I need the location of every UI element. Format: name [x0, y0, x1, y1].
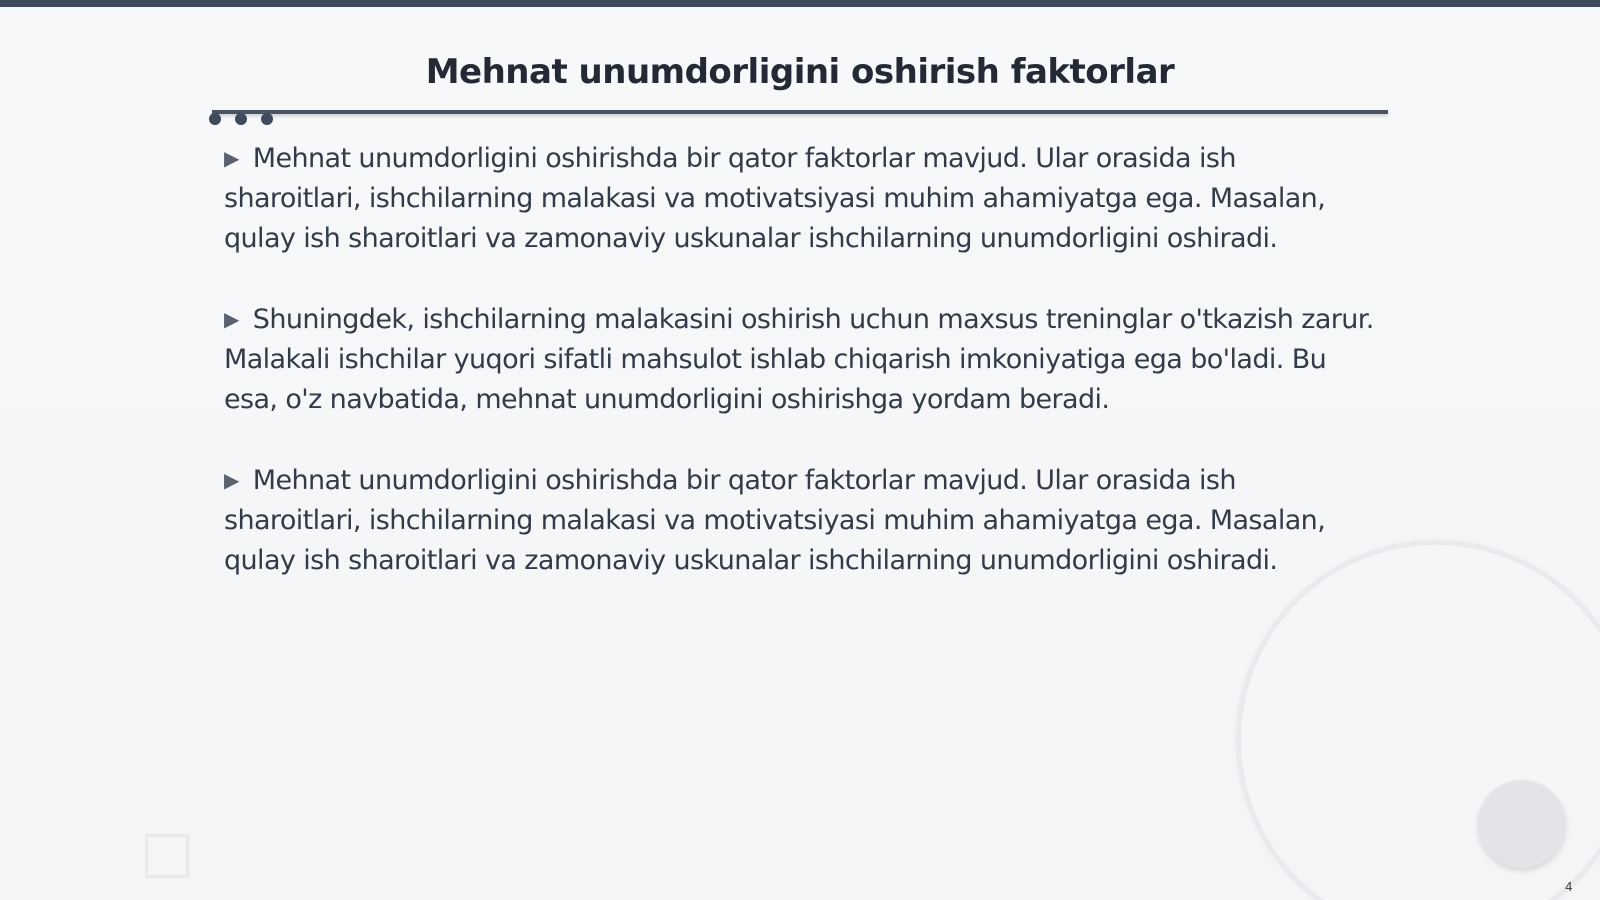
decorative-square — [145, 834, 189, 878]
decorative-circle — [1478, 780, 1566, 868]
paragraph-text: Mehnat unumdorligini oshirishda bir qator faktorlar mavjud. Ular orasida ish sharoitlari, ishchilarning malakasi va motivatsiyasi muhim ahamiyatga ega. Masalan, qulay ish sharoitlari va zamonaviy uskunalar ishchilarning unumdorligini oshiradi. — [224, 465, 1326, 576]
triangle-bullet-icon: ▶ — [224, 468, 239, 492]
slide-title: Mehnat unumdorligini oshirish faktorlar — [425, 52, 1175, 92]
triangle-bullet-icon: ▶ — [224, 146, 239, 170]
page-number: 4 — [1565, 880, 1573, 894]
bullet-paragraph — [224, 460, 1374, 581]
divider-dot-2 — [235, 113, 247, 125]
divider-dot-1 — [209, 113, 221, 125]
title-divider — [212, 110, 1388, 114]
paragraph-text: Mehnat unumdorligini oshirishda bir qator faktorlar mavjud. Ular orasida ish sharoitlari, ishchilarning malakasi va motivatsiyasi muhim ahamiyatga ega. Masalan, qulay ish sharoitlari va zamonaviy uskunalar ishchilarning unumdorligini oshiradi. — [224, 143, 1326, 254]
divider-dot-3 — [261, 113, 273, 125]
bullet-paragraph — [224, 138, 1374, 259]
paragraph-text: Shuningdek, ishchilarning malakasini oshirish uchun maxsus treninglar o'tkazish zarur. Malakali ishchilar yuqori sifatli mahsulot ishlab chiqarish imkoniyatiga ega bo'ladi. Bu esa, o'z navbatida, mehnat unumdorligini oshirishga yordam beradi. — [224, 304, 1374, 415]
top-accent-bar — [0, 0, 1600, 7]
triangle-bullet-icon: ▶ — [224, 307, 239, 331]
slide-body — [224, 138, 1374, 621]
bullet-paragraph — [224, 299, 1374, 420]
